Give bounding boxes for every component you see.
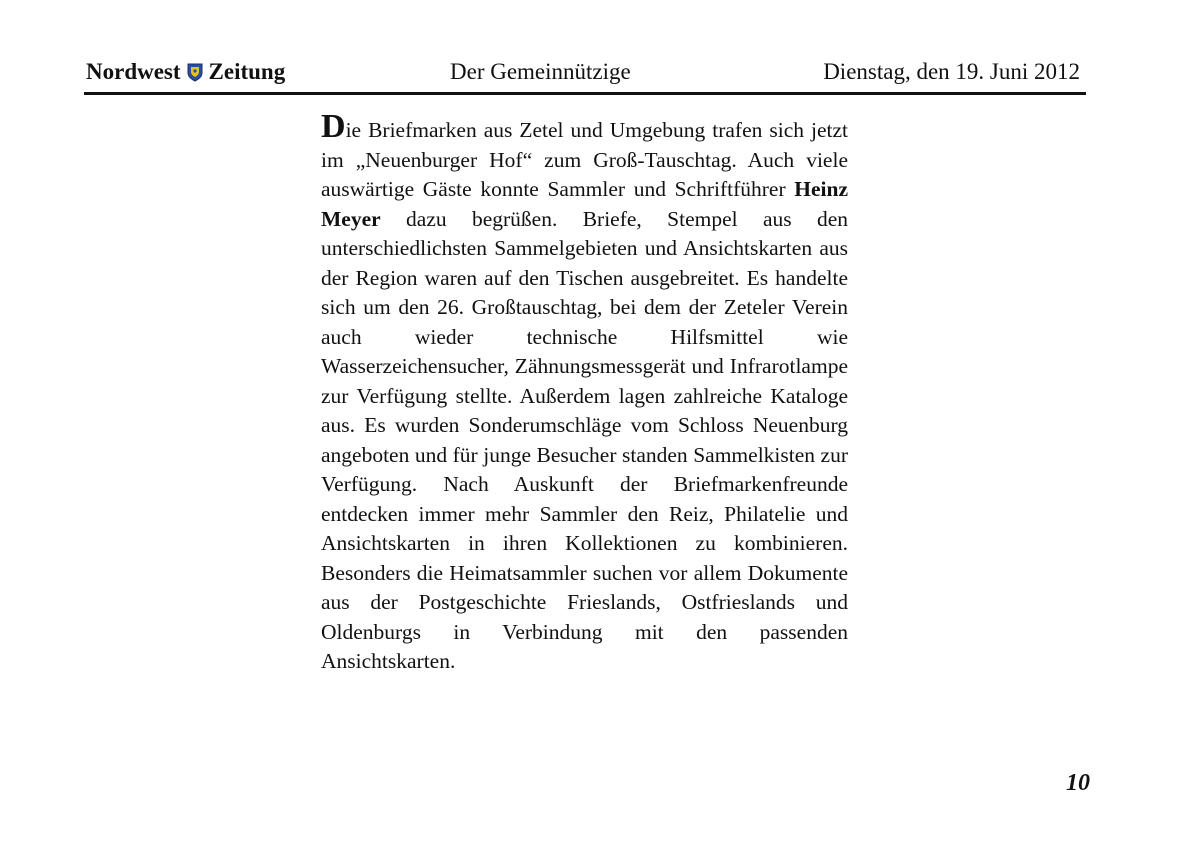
newspaper-name xyxy=(86,59,285,85)
issue-date: Dienstag, den 19. Juni 2012 xyxy=(823,59,1080,84)
page-header xyxy=(84,58,1086,95)
coat-of-arms-icon xyxy=(187,63,203,82)
newspaper-name-part1: Nordwest xyxy=(86,59,181,84)
article-body xyxy=(321,110,848,677)
article-text-end: dazu begrüßen. Briefe, Stempel aus den unterschiedlichsten Sammelgebieten und Ansichtskarten aus der Region waren auf den Tischen ausgebreitet. Es handelte sich um den 26. Großtauschtag, bei dem der Zeteler Verein auch wieder technische Hilfsmittel wie Wasserzeichensucher, Zähnungsmessgerät und Infrarotlampe zur Verfügung stellte. Außerdem lagen zahlreiche Kataloge aus. Es wurden Sonderumschläge vom Schloss Neuenburg angeboten und für junge Besucher standen Sammelkisten zur Verfügung. Nach Auskunft der Briefmarkenfreunde entdecken immer mehr Sammler den Reiz, Philatelie und Ansichtskarten in ihren Kollektionen zu kombinieren. Besonders die Heimatsammler suchen vor allem Dokumente aus der Postgeschichte Frieslands, Ostfrieslands und Oldenburgs in Verbindung mit den passenden Ansichtskarten. xyxy=(321,206,849,673)
section-title: Der Gemeinnützige xyxy=(450,59,631,84)
page-number: 10 xyxy=(1066,770,1090,796)
drop-cap: D xyxy=(321,108,346,145)
author-name: Heinz Meyer xyxy=(321,177,848,231)
newspaper-name-part2: Zeitung xyxy=(208,59,286,84)
article-text-start: ie Briefmarken aus Zetel und Umgebung trafen sich jetzt im „Neuenburger Hof“ zum Groß-Tauschtag. Auch viele auswärtige Gäste konnte Sammler und Schriftführer xyxy=(321,118,848,201)
